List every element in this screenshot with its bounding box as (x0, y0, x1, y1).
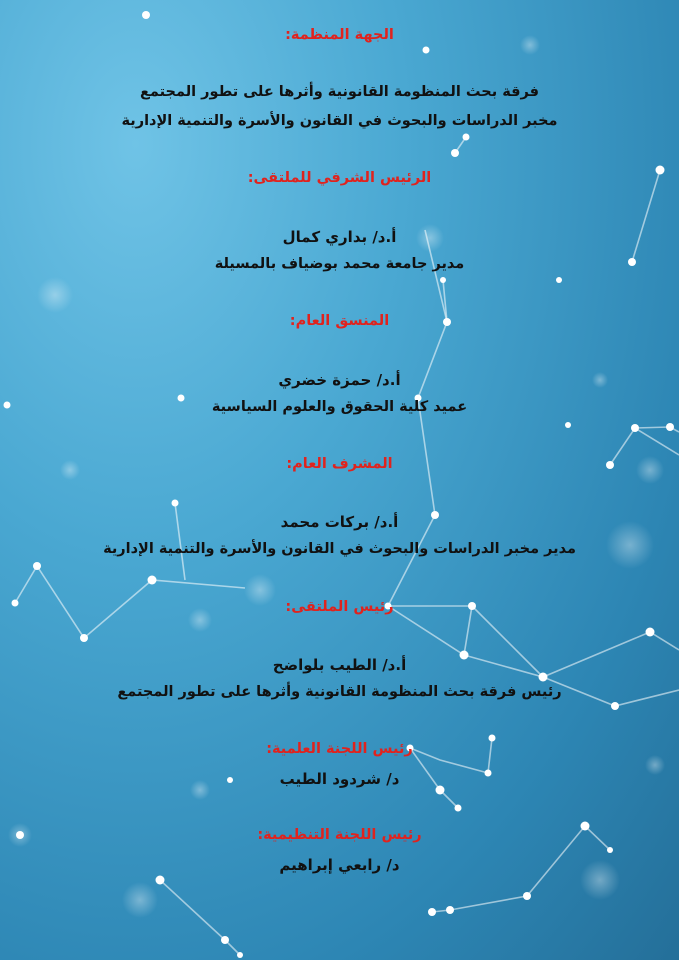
scientific-committee-heading: رئيس اللجنة العلمية: (266, 741, 413, 757)
honorary-president-name: أ.د/ بداري كمال (282, 228, 397, 246)
honorary-president-role: مدير جامعة محمد بوضياف بالمسيلة (214, 256, 465, 272)
forum-president-name: أ.د/ الطيب بلواضح (272, 656, 407, 674)
general-supervisor-name: أ.د/ بركات محمد (280, 513, 399, 531)
organizing-committee-president-name: د/ رابعي إبراهيم (279, 856, 400, 874)
organizer-heading: الجهة المنظمة: (285, 27, 394, 43)
organizer-laboratory: مخبر الدراسات والبحوث في القانون والأسرة والتنمية الإدارية (121, 113, 558, 129)
general-coordinator-heading: المنسق العام: (289, 313, 390, 329)
organizing-committee-heading: رئيس اللجنة التنظيمية: (257, 827, 422, 843)
forum-president-heading: رئيس الملتقى: (285, 599, 394, 615)
general-coordinator-role: عميد كلية الحقوق والعلوم السياسية (211, 399, 468, 415)
scientific-committee-president-name: د/ شردود الطيب (279, 770, 400, 788)
organizer-research-team: فرقة بحث المنظومة القانونية وأثرها على تطور المجتمع (140, 84, 539, 100)
honorary-president-heading: الرئيس الشرفي للملتقى: (247, 170, 432, 186)
forum-president-role: رئيس فرقة بحث المنظومة القانونية وأثرها على تطور المجتمع (117, 684, 562, 700)
general-coordinator-name: أ.د/ حمزة خضري (278, 371, 401, 389)
general-supervisor-heading: المشرف العام: (286, 456, 393, 472)
general-supervisor-role: مدير مخبر الدراسات والبحوث في القانون والأسرة والتنمية الإدارية (103, 541, 576, 557)
